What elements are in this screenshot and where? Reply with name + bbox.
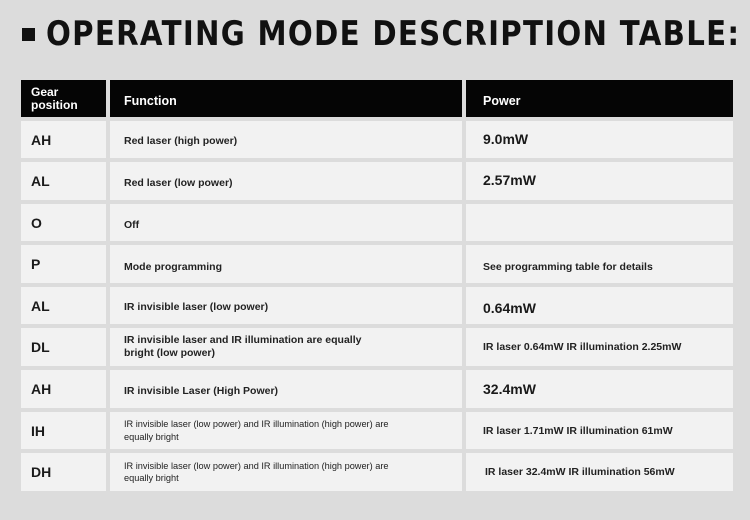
title-bullet-icon bbox=[22, 28, 35, 41]
table-row-function: IR invisible Laser (High Power) bbox=[110, 370, 462, 408]
table-row-power: See programming table for details bbox=[466, 245, 733, 283]
table-row-gear: IH bbox=[21, 412, 106, 449]
table-row-gear: P bbox=[21, 245, 106, 283]
title-bar bbox=[22, 14, 750, 54]
table-row-function: IR invisible laser and IR illumination are equally bright (low power) bbox=[110, 328, 462, 366]
table-row-gear: DH bbox=[21, 453, 106, 491]
header-function: Function bbox=[110, 80, 462, 117]
table-row-power: 32.4mW bbox=[466, 370, 733, 408]
table-row-power bbox=[466, 204, 733, 241]
table-row-gear: DL bbox=[21, 328, 106, 366]
header-gear-position: Gear position bbox=[21, 80, 106, 117]
table-row-function: IR invisible laser (low power) and IR illumination (high power) are equally bright bbox=[110, 412, 462, 449]
table-row-function: Mode programming bbox=[110, 245, 462, 283]
table-row-power: IR laser 0.64mW IR illumination 2.25mW bbox=[466, 328, 733, 366]
table-row-power: 0.64mW bbox=[466, 287, 733, 324]
table-row-function: IR invisible laser (low power) and IR illumination (high power) are equally bright bbox=[110, 453, 462, 491]
table-row-power: 9.0mW bbox=[466, 121, 733, 158]
table-row-function: Red laser (high power) bbox=[110, 121, 462, 158]
table-row-gear: AH bbox=[21, 121, 106, 158]
table-row-gear: AL bbox=[21, 287, 106, 324]
page-title: OPERATING MODE DESCRIPTION TABLE: bbox=[46, 14, 741, 54]
table-row-function: IR invisible laser (low power) bbox=[110, 287, 462, 324]
table-row-power: 2.57mW bbox=[466, 162, 733, 200]
table-row-function: Red laser (low power) bbox=[110, 162, 462, 200]
table-row-function: Off bbox=[110, 204, 462, 241]
table-row-power: IR laser 32.4mW IR illumination 56mW bbox=[466, 453, 733, 491]
table-row-power: IR laser 1.71mW IR illumination 61mW bbox=[466, 412, 733, 449]
table-row-gear: O bbox=[21, 204, 106, 241]
table-row-gear: AL bbox=[21, 162, 106, 200]
table-row-gear: AH bbox=[21, 370, 106, 408]
header-power: Power bbox=[466, 80, 733, 117]
